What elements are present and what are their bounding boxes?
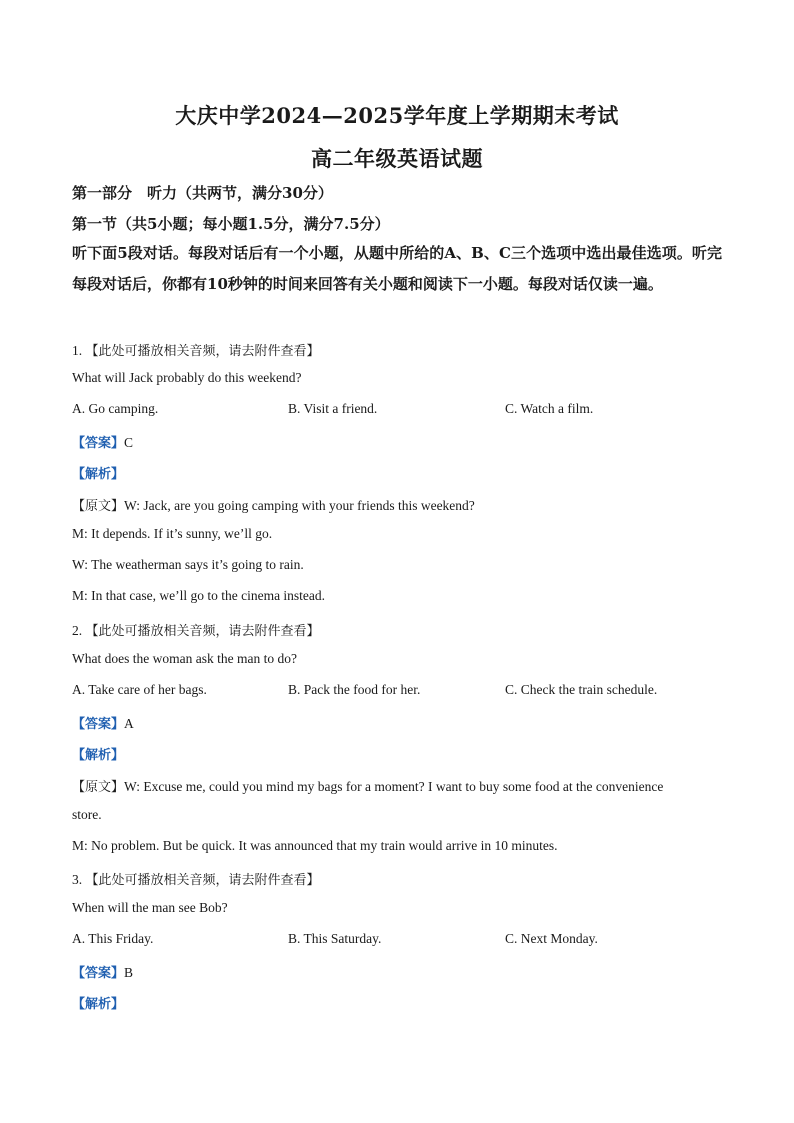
- answer-value: B: [124, 965, 134, 980]
- option-b: B. Visit a friend.: [288, 401, 378, 416]
- section-part: 第一部分 听力（共两节，满分30分）: [72, 184, 333, 202]
- option-b: B. Pack the food for her.: [288, 682, 421, 697]
- audio-placeholder: 【此处可播放相关音频，请去附件查看】: [85, 873, 320, 888]
- question-3-header: [72, 869, 320, 888]
- transcript-line: [72, 776, 663, 795]
- answer-tag: 【答案】: [72, 966, 125, 981]
- answer-value: A: [124, 716, 134, 731]
- answer-line: [72, 962, 133, 981]
- section-subsection: 第一节（共5小题；每小题1.5分，满分7.5分）: [72, 215, 390, 233]
- original-tag: 【原文】: [72, 780, 125, 795]
- page-subtitle: 高二年级英语试题: [311, 146, 483, 171]
- question-stem: When will the man see Bob?: [72, 900, 228, 915]
- transcript-line: M: No problem. But be quick. It was announced that my train would arrive in 10 minutes.: [72, 838, 558, 853]
- question-number: 2.: [72, 623, 83, 638]
- option-a: A. Go camping.: [72, 401, 159, 416]
- transcript-line: [72, 495, 475, 514]
- question-stem: What will Jack probably do this weekend?: [72, 370, 302, 385]
- answer-tag: 【答案】: [72, 436, 125, 451]
- option-b: B. This Saturday.: [288, 931, 382, 946]
- transcript-line: store.: [72, 807, 102, 822]
- option-a: A. Take care of her bags.: [72, 682, 207, 697]
- analysis-tag: 【解析】: [72, 748, 125, 763]
- question-2-header: [72, 620, 320, 639]
- analysis-line: [72, 993, 124, 1012]
- question-stem: What does the woman ask the man to do?: [72, 651, 297, 666]
- audio-placeholder: 【此处可播放相关音频，请去附件查看】: [85, 624, 320, 639]
- analysis-tag: 【解析】: [72, 997, 125, 1012]
- option-c: C. Check the train schedule.: [505, 682, 658, 697]
- question-number: 3.: [72, 872, 83, 887]
- analysis-line: [72, 463, 124, 482]
- question-1-header: [72, 340, 320, 359]
- option-c: C. Next Monday.: [505, 931, 598, 946]
- answer-line: [72, 432, 133, 451]
- analysis-line: [72, 744, 124, 763]
- page-title: 大庆中学2024—2025学年度上学期期末考试: [175, 103, 619, 128]
- answer-value: C: [124, 435, 134, 450]
- question-number: 1.: [72, 343, 83, 358]
- answer-tag: 【答案】: [72, 717, 125, 732]
- transcript-line: M: In that case, we’ll go to the cinema instead.: [72, 588, 326, 603]
- transcript-line: M: It depends. If it’s sunny, we’ll go.: [72, 526, 273, 541]
- transcript-line: W: The weatherman says it’s going to rain.: [72, 557, 304, 572]
- transcript-text: W: Excuse me, could you mind my bags for a moment? I want to buy some food at the convenience: [124, 779, 664, 794]
- option-a: A. This Friday.: [72, 931, 154, 946]
- option-c: C. Watch a film.: [505, 401, 594, 416]
- section-instructions: 听下面5段对话。每段对话后有一个小题，从题中所给的A、B、C三个选项中选出最佳选项。听完每段对话后，你都有10秒钟的时间来回答有关小题和阅读下一小题。每段对话仅读一遍。: [72, 244, 722, 293]
- answer-line: [72, 713, 134, 732]
- analysis-tag: 【解析】: [72, 467, 125, 482]
- original-tag: 【原文】: [72, 499, 125, 514]
- transcript-text: W: Jack, are you going camping with your friends this weekend?: [124, 498, 475, 513]
- audio-placeholder: 【此处可播放相关音频，请去附件查看】: [85, 344, 320, 359]
